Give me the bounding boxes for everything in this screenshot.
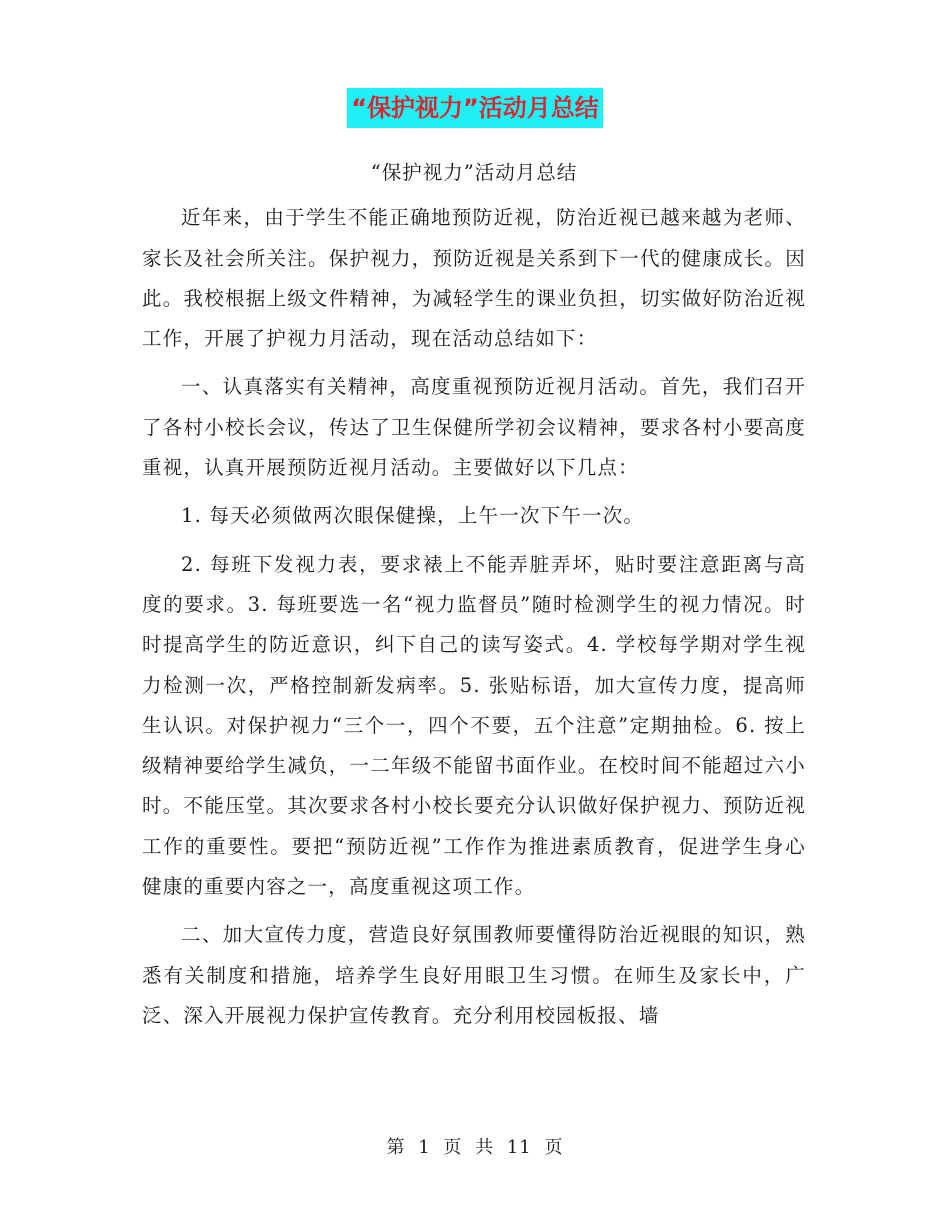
title-banner-wrap (0, 88, 950, 128)
paragraph-intro: 近年来，由于学生不能正确地预防近视，防治近视已越来越为老师、家长及社会所关注。保护视力，预防近视是关系到下一代的健康成长。因此。我校根据上级文件精神，为减轻学生的课业负担，切实做好防治近视工作，开展了护视力月活动，现在活动总结如下： (142, 206, 806, 351)
page-footer: 第 1 页 共 11 页 (386, 1137, 564, 1158)
document-subtitle: “保护视力”活动月总结 (370, 161, 578, 184)
document-body (142, 153, 806, 1036)
title-banner: “保护视力”活动月总结 (347, 88, 603, 128)
paragraph-item-one: 1. 每天必须做两次眼保健操，上午一次下午一次。 (181, 504, 645, 528)
paragraph-items-two-to-six: 2. 每班下发视力表，要求裱上不能弄脏弄坏，贴时要注意距离与高度的要求。3. 每班要选一名“视力监督员”随时检测学生的视力情况。时时提高学生的防近意识，纠下自己的读写姿式。4. 学校每学期对学生视力检测一次，严格控制新发病率。5. 张贴标语，加大宣传力度，提高师生认识。对保护视力“三个一，四个不要，五个注意”定期抽检。6. 按上级精神要给学生减负，一二年级不能留书面作业。在校时间不能超过六小时。不能压堂。其次要求各村小校长要充分认识做好保护视力、预防近视工作的重要性。要把“预防近视”工作作为推进素质教育，促进学生身心健康的重要内容之一，高度重视这项工作。 (142, 552, 806, 899)
paragraph-section-one: 一、认真落实有关精神，高度重视预防近视月活动。首先，我们召开了各村小校长会议，传达了卫生保健所学初会议精神，要求各村小要高度重视，认真开展预防近视月活动。主要做好以下几点： (142, 375, 806, 480)
paragraph-section-two: 二、加大宣传力度，营造良好氛围教师要懂得防治近视眼的知识，熟悉有关制度和措施，培养学生良好用眼卫生习惯。在师生及家长中，广泛、深入开展视力保护宣传教育。充分利用校园板报、墙 (142, 923, 806, 1027)
